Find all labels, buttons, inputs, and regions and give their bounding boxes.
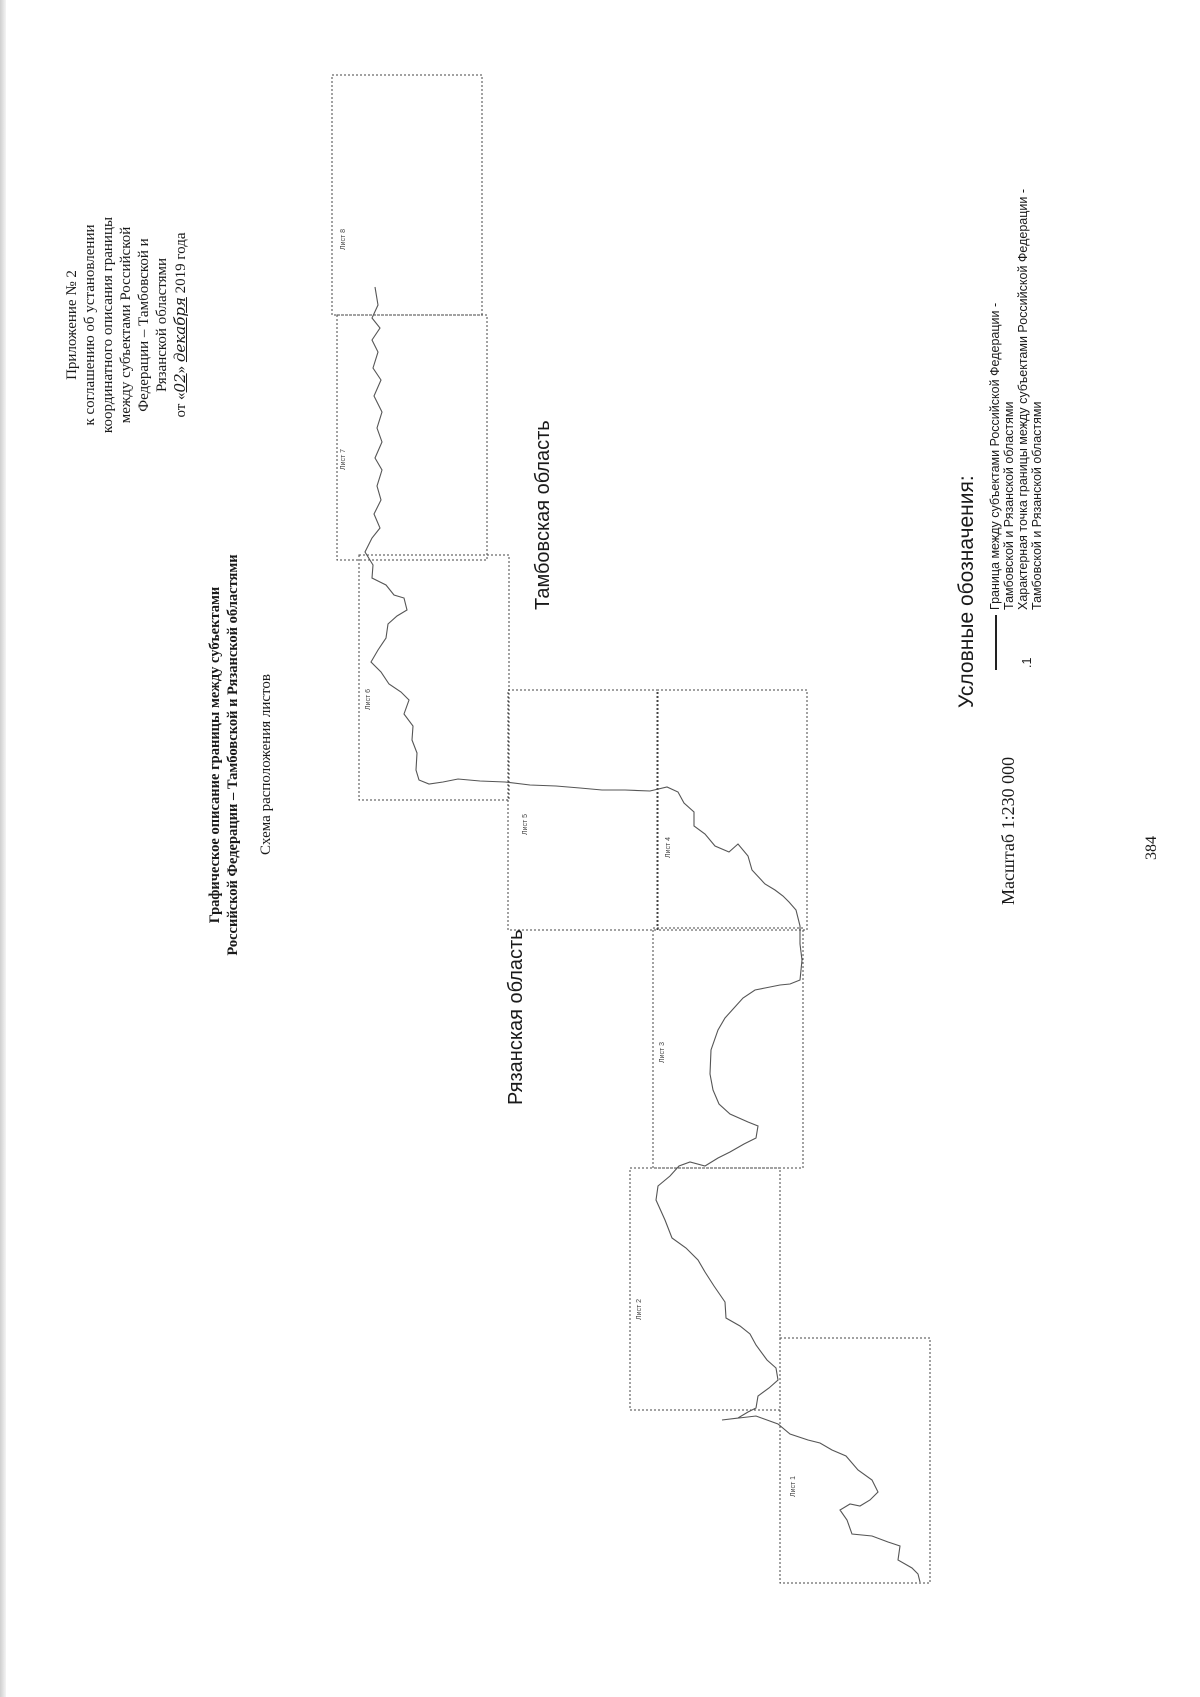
legend-boundary-symbol [995, 615, 997, 670]
legend-item-boundary: Граница между субъектами Российской Федерации - Тамбовской и Рязанской областями [988, 302, 1016, 610]
page-number: 384 [1143, 836, 1160, 860]
sheet-label-8: Лист 8 [340, 228, 347, 250]
sheet-label-4: Лист 4 [665, 836, 672, 858]
map-scale: Масштаб 1:230 000 [998, 756, 1018, 905]
appendix-line: Федерации – Тамбовской и [136, 238, 152, 412]
appendix-line: координатного описания границы [100, 216, 116, 434]
sheet-label-7: Лист 7 [340, 448, 347, 470]
sheet-frame-6 [359, 555, 509, 800]
region-boundary-line [365, 287, 920, 1582]
sheet-frame-4 [657, 690, 807, 930]
sheet-label-2: Лист 2 [636, 1298, 643, 1320]
appendix-line: Приложение № 2 [64, 270, 80, 380]
sheet-frame-5 [508, 690, 658, 930]
page-title: Графическое описание границы между субъектами Российской Федерации – Тамбовской и Рязанской областями [207, 554, 241, 956]
sheet-frame-3 [653, 928, 803, 1168]
appendix-line: между субъектами Российской [118, 226, 134, 424]
region-label-ryazan: Рязанская область [505, 929, 527, 1105]
page-subtitle: Схема расположения листов [258, 674, 274, 855]
sheet-label-6: Лист 6 [365, 688, 372, 710]
sheet-frame-8 [332, 75, 482, 315]
handwritten-day: 02 [171, 373, 189, 393]
legend-item-point: Характерная точка границы между субъектами Российской Федерации - Тамбовской и Рязанской областями [1016, 189, 1044, 610]
appendix-line: к соглашению об установлении [82, 224, 98, 426]
appendix-date: от «02» декабря 2019 года [171, 232, 189, 418]
sheet-frame-2 [630, 1168, 780, 1410]
sheet-label-3: Лист 3 [659, 1041, 666, 1063]
sheet-frame-7 [337, 315, 487, 560]
appendix-line: Рязанской областями [154, 257, 170, 393]
handwritten-month: декабря [171, 297, 189, 363]
sheet-label-1: Лист 1 [790, 1475, 797, 1497]
sheet-label-5: Лист 5 [522, 813, 529, 835]
region-label-tambov: Тамбовская область [532, 420, 554, 610]
legend-point-symbol: .1 [1020, 657, 1034, 668]
legend-title: Условные обозначения: [955, 475, 978, 708]
sheet-frame-1 [780, 1338, 930, 1583]
